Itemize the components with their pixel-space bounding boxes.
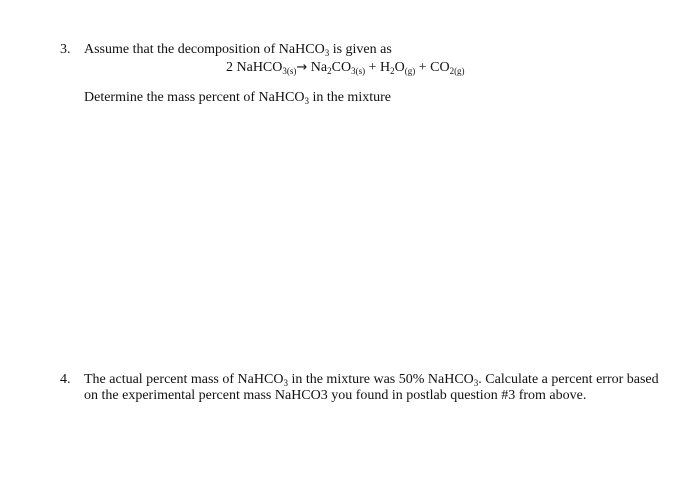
question-4-line-2: on the experimental percent mass NaHCO3 you found in postlab question #3 from above. [84,388,587,403]
question-3-intro: Assume that the decomposition of NaHCO$_3$ is given as [84,42,392,58]
question-3-number: 3. [60,42,71,57]
question-4-number: 4. [60,372,71,387]
reaction-arrow-icon: → [296,60,308,75]
decomposition-equation: 2 NaHCO$_{3(s)}$→ $Na_2CO_{3(s)} + H_2O_{(g)} + CO_{2(g)}$ [226,60,465,76]
question-3-task: Determine the mass percent of NaHCO$_3$ in the mixture [84,90,391,106]
question-4-line-1: The actual percent mass of NaHCO$_3$ in the mixture was 50% NaHCO$_3$. Calculate a percent error based [84,372,659,388]
